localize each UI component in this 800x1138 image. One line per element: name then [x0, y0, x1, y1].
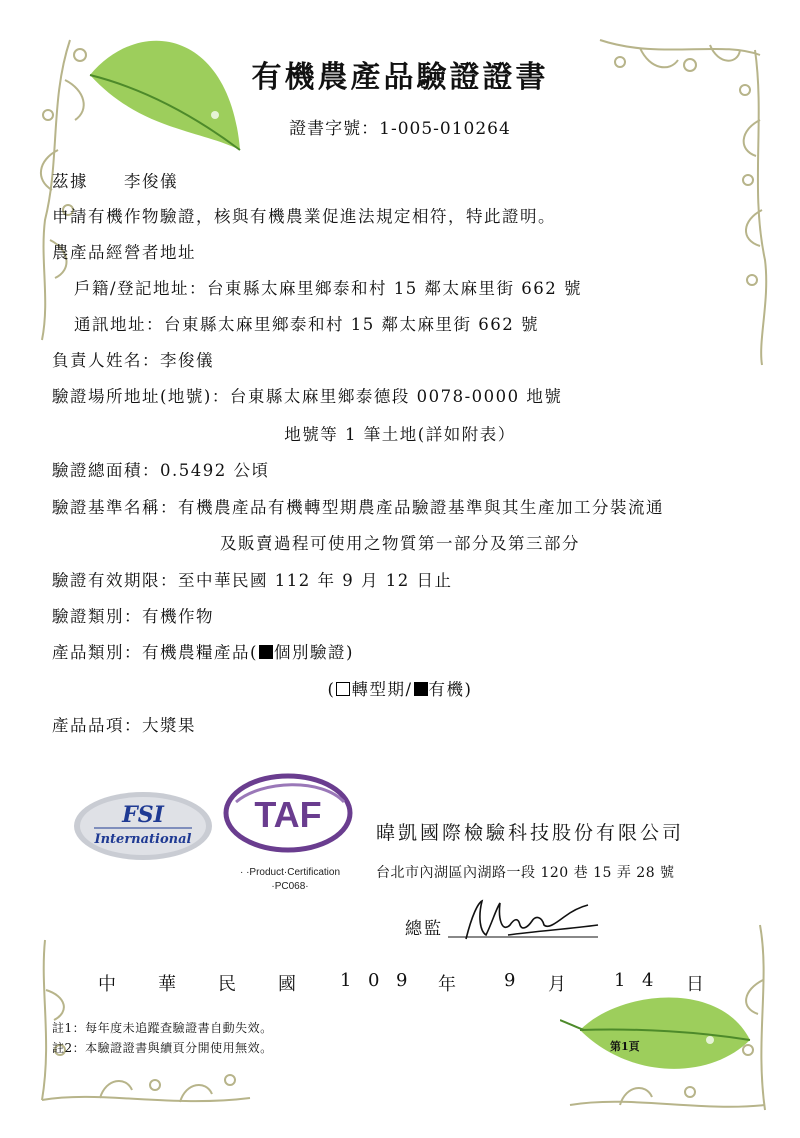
product-item: 產品品項：大漿果 — [52, 716, 196, 735]
taf-logo-text: TAF — [254, 794, 322, 835]
note-2: 註2：本驗證證書與續頁分開使用無效。 — [52, 1041, 273, 1055]
organic-label: 有機) — [428, 680, 473, 699]
application-statement: 申請有機作物驗證，核與有機農業促進法規定相符，特此證明。 — [52, 207, 556, 226]
fsi-logo-text: FSI — [122, 802, 164, 828]
product-type-prefix: 產品類別：有機農糧產品( — [52, 643, 258, 662]
director-signature — [448, 895, 603, 947]
checked-box-icon — [414, 682, 428, 696]
product-subtype-open: ( — [327, 680, 336, 699]
unchecked-box-icon — [336, 682, 350, 696]
date-char: 年 — [438, 974, 456, 995]
product-type-suffix: 個別驗證) — [273, 643, 354, 662]
page-number: 第1頁 — [610, 1040, 640, 1053]
taf-caption-line-2: ·PC068· — [271, 881, 309, 892]
date-char: 4 — [642, 970, 654, 991]
taf-caption-line-1: · ·Product·Certification — [239, 867, 341, 878]
taf-logo — [222, 772, 354, 854]
date-char: 9 — [396, 970, 408, 991]
taf-caption — [220, 866, 360, 894]
issue-date — [98, 970, 710, 996]
date-char: 日 — [686, 974, 704, 995]
site-address: 驗證場所地址(地號)：台東縣太麻里鄉泰德段 0078-0000 地號 — [52, 387, 563, 406]
leaf-icon — [580, 998, 750, 1069]
product-type — [52, 639, 354, 663]
date-char: 0 — [368, 970, 380, 991]
certification-category: 驗證類別：有機作物 — [52, 607, 214, 626]
validity-period: 驗證有效期限：至中華民國 112 年 9 月 12 日止 — [52, 571, 453, 590]
date-char: 中 — [98, 974, 116, 995]
fsi-logo — [72, 790, 214, 862]
date-char: 1 — [340, 970, 352, 991]
vine-leaf-decoration-bottom-right — [560, 920, 780, 1120]
mailing-address: 通訊地址：台東縣太麻里鄉泰和村 15 鄰太麻里街 662 號 — [74, 315, 539, 334]
date-char: 9 — [504, 970, 516, 991]
product-subtype — [0, 676, 800, 700]
applicant-line: 茲據 李俊儀 — [52, 172, 178, 191]
standard-name: 驗證基準名稱：有機農產品有機轉型期農產品驗證基準與其生產加工分裝流通 — [52, 498, 664, 517]
total-area: 驗證總面積：0.5492 公頃 — [52, 461, 270, 480]
issuer-company-name: 暐凱國際檢驗科技股份有限公司 — [376, 822, 685, 844]
date-char: 華 — [158, 974, 176, 995]
responsible-person: 負責人姓名：李俊儀 — [52, 351, 214, 370]
certificate-title: 有機農產品驗證證書 — [251, 60, 549, 95]
date-char: 月 — [548, 974, 566, 995]
note-1: 註1：每年度未追蹤查驗證書自動失效。 — [52, 1021, 273, 1035]
director-label: 總監 — [405, 919, 443, 939]
issuer-address: 台北市內湖區內湖路一段 120 巷 15 弄 28 號 — [376, 865, 675, 881]
household-address: 戶籍/登記地址：台東縣太麻里鄉泰和村 15 鄰太麻里街 662 號 — [74, 279, 583, 298]
date-char: 1 — [614, 970, 626, 991]
date-char: 民 — [218, 974, 236, 995]
site-address-continued: 地號等 1 筆土地(詳如附表） — [284, 425, 516, 444]
checked-box-icon — [259, 645, 273, 659]
standard-name-continued: 及販賣過程可使用之物質第一部分及第三部分 — [220, 534, 580, 553]
fsi-logo-subtext: International — [94, 832, 192, 847]
certificate-number: 證書字號：1-005-010264 — [289, 119, 511, 139]
transition-label: 轉型期/ — [351, 680, 413, 699]
date-char: 國 — [278, 974, 296, 995]
operator-address-heading: 農產品經營者地址 — [52, 243, 196, 262]
